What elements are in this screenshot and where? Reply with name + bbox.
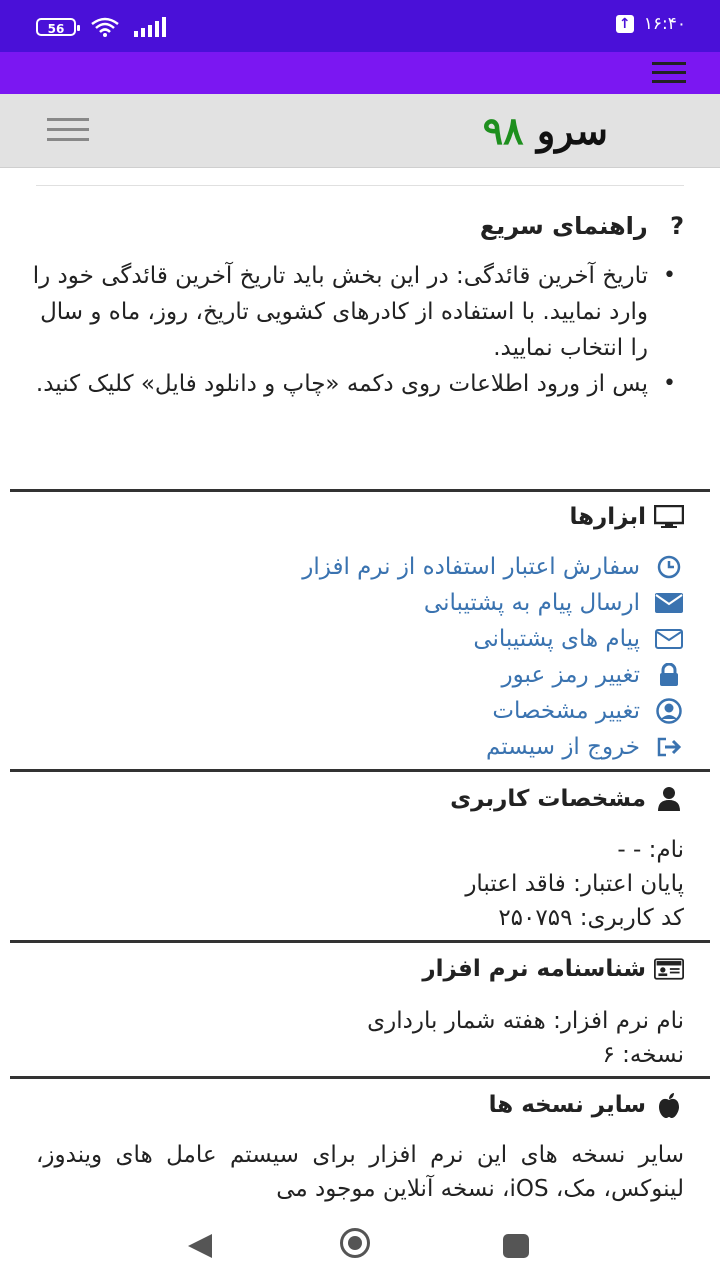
menu-item-label: تغییر رمز عبور	[501, 662, 640, 688]
menu-item-change-password[interactable]	[302, 657, 684, 693]
section-separator	[10, 489, 710, 492]
menu-item-label: خروج از سیستم	[486, 734, 640, 760]
envelope-icon	[654, 593, 684, 613]
user-circle-icon	[654, 698, 684, 724]
menu-item-label: سفارش اعتبار استفاده از نرم افزار	[302, 554, 640, 580]
clock-time: ۱۶:۴۰	[643, 14, 686, 34]
menu-item-order-credit[interactable]	[302, 549, 684, 585]
software-name: نام نرم افزار: هفته شمار بارداری	[367, 1008, 684, 1034]
quick-guide-label: راهنمای سریع	[479, 212, 648, 240]
other-versions-title	[489, 1092, 684, 1118]
menu-item-label: پیام های پشتیبانی	[473, 626, 640, 652]
section-separator	[10, 940, 710, 943]
back-icon[interactable]	[188, 1234, 212, 1258]
list-item: • تاریخ آخرین قائدگی: در این بخش باید تاریخ آخرین قائدگی خود را وارد نمایید. با استفاده از کادرهای کشویی تاریخ، روز، ماه و سال را انتخاب نمایید.	[30, 258, 648, 366]
user-icon	[654, 787, 684, 811]
menu-item-label: ارسال پیام به پشتیبانی	[423, 590, 640, 616]
system-nav-bar	[0, 1210, 720, 1280]
clock-icon	[654, 555, 684, 579]
app-bar	[0, 52, 720, 94]
profile-expiry: پایان اعتبار: فاقد اعتبار	[465, 871, 684, 897]
battery-icon	[36, 18, 76, 36]
tools-label: ابزارها	[569, 504, 646, 530]
battery-level: 56	[47, 22, 65, 36]
home-icon[interactable]	[340, 1228, 370, 1258]
logo-word: سرو	[536, 108, 608, 153]
menu-item-label: تغییر مشخصات	[492, 698, 640, 724]
menu-item-support-messages[interactable]	[302, 621, 684, 657]
quick-guide-title	[480, 212, 684, 240]
software-info	[367, 1004, 684, 1072]
sign-out-icon	[654, 736, 684, 758]
profile-name: نام: - -	[617, 837, 684, 863]
menu-item-logout[interactable]	[302, 729, 684, 765]
upload-icon: ↑	[616, 15, 634, 33]
other-versions-text: سایر نسخه های این نرم افزار برای سیستم عامل های ویندوز، لینوکس، مک، iOS، نسخه آنلاین موجود می	[36, 1142, 684, 1202]
section-separator	[10, 1076, 710, 1079]
id-card-icon	[654, 957, 684, 981]
profile-user-code: کد کاربری: ۲۵۰۷۵۹	[498, 905, 684, 931]
app-menu-icon[interactable]	[652, 62, 686, 89]
other-versions-label: سایر نسخه ها	[488, 1092, 646, 1118]
question-icon: ?	[670, 212, 684, 240]
tools-title	[569, 504, 684, 530]
logo[interactable]	[483, 108, 608, 153]
tools-menu	[302, 549, 684, 765]
profile-label: مشخصات کاربری	[450, 786, 646, 812]
nav-toggle-icon[interactable]	[47, 118, 89, 148]
section-separator	[10, 769, 710, 772]
software-title	[422, 956, 684, 982]
list-item: • پس از ورود اطلاعات روی دکمه «چاپ و دانلود فایل» کلیک کنید.	[30, 366, 648, 402]
profile-info	[465, 833, 684, 935]
software-label: شناسنامه نرم افزار	[422, 956, 646, 982]
software-version: نسخه: ۶	[602, 1042, 684, 1068]
quick-guide-list	[30, 258, 648, 402]
wifi-icon	[90, 16, 120, 38]
menu-item-send-message[interactable]	[302, 585, 684, 621]
monitor-icon	[654, 505, 684, 529]
lock-icon	[654, 663, 684, 687]
signal-icon	[134, 17, 166, 37]
envelope-outline-icon	[654, 629, 684, 649]
site-header	[0, 94, 720, 168]
apple-icon	[654, 1092, 684, 1118]
recents-icon[interactable]	[503, 1234, 529, 1258]
profile-title	[450, 786, 684, 812]
menu-item-change-profile[interactable]	[302, 693, 684, 729]
status-bar	[0, 0, 720, 52]
logo-number: ۹۸	[482, 108, 524, 153]
divider	[36, 185, 684, 186]
